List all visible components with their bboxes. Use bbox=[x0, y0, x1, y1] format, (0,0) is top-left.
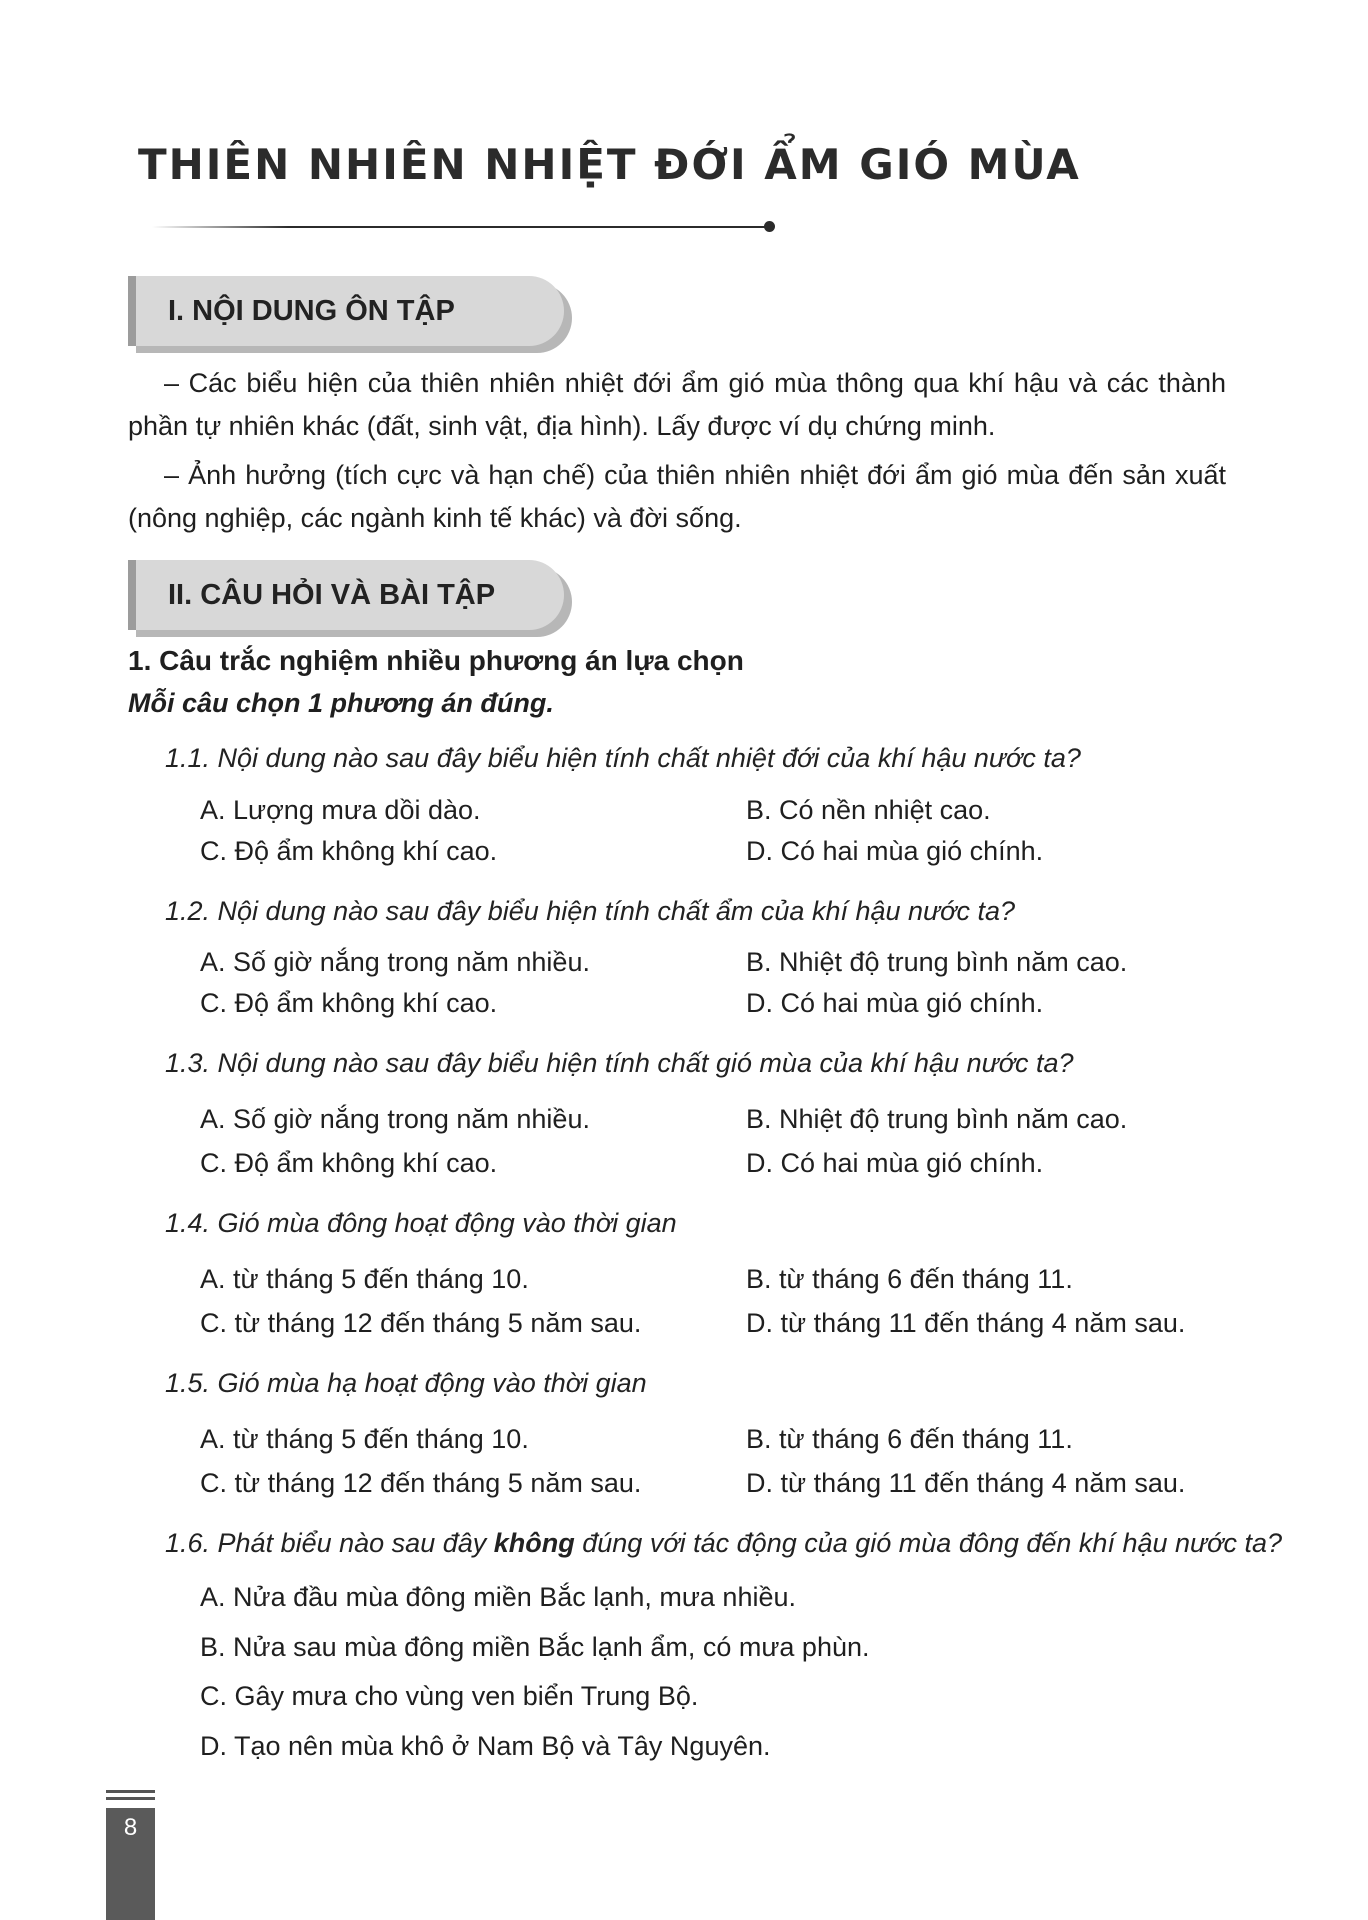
answer-option[interactable]: D. từ tháng 11 đến tháng 4 năm sau. bbox=[746, 1468, 1186, 1498]
subsection-heading: 1. Câu trắc nghiệm nhiều phương án lựa chọn bbox=[128, 645, 744, 676]
question-text: 1.1. Nội dung nào sau đây biểu hiện tính chất nhiệt đới của khí hậu nước ta? bbox=[165, 743, 1081, 773]
answer-option[interactable]: B. Nhiệt độ trung bình năm cao. bbox=[746, 947, 1128, 977]
instruction-text: Mỗi câu chọn 1 phương án đúng. bbox=[128, 688, 554, 718]
page-number-bar bbox=[106, 1808, 155, 1920]
answer-option[interactable]: B. Nửa sau mùa đông miền Bắc lạnh ẩm, có mưa phùn. bbox=[200, 1632, 870, 1662]
question-text: 1.3. Nội dung nào sau đây biểu hiện tính chất gió mùa của khí hậu nước ta? bbox=[165, 1048, 1074, 1078]
question-text bbox=[165, 1528, 1282, 1559]
section-heading-questions bbox=[128, 560, 564, 630]
section-heading-review bbox=[128, 276, 564, 346]
answer-option[interactable]: A. Số giờ nắng trong năm nhiều. bbox=[200, 947, 590, 977]
page-number: 8 bbox=[123, 1814, 138, 1841]
question-text: 1.4. Gió mùa đông hoạt động vào thời gian bbox=[165, 1208, 677, 1238]
question-text-part: 1.6. Phát biểu nào sau đây bbox=[165, 1528, 494, 1558]
answer-option[interactable]: B. Có nền nhiệt cao. bbox=[746, 795, 991, 825]
section-heading-label: I. NỘI DUNG ÔN TẬP bbox=[168, 294, 455, 327]
answer-option[interactable]: C. từ tháng 12 đến tháng 5 năm sau. bbox=[200, 1308, 642, 1338]
answer-option[interactable]: D. Tạo nên mùa khô ở Nam Bộ và Tây Nguyên. bbox=[200, 1731, 771, 1761]
question-text-part: đúng với tác động của gió mùa đông đến khí hậu nước ta? bbox=[574, 1528, 1282, 1558]
answer-option[interactable]: A. từ tháng 5 đến tháng 10. bbox=[200, 1264, 529, 1294]
answer-option[interactable]: C. từ tháng 12 đến tháng 5 năm sau. bbox=[200, 1468, 642, 1498]
answer-option[interactable]: D. Có hai mùa gió chính. bbox=[746, 836, 1044, 866]
answer-option[interactable]: B. từ tháng 6 đến tháng 11. bbox=[746, 1264, 1073, 1294]
answer-option[interactable]: A. Số giờ nắng trong năm nhiều. bbox=[200, 1104, 590, 1134]
answer-option[interactable]: C. Gây mưa cho vùng ven biển Trung Bộ. bbox=[200, 1681, 699, 1711]
answer-option[interactable]: C. Độ ẩm không khí cao. bbox=[200, 988, 498, 1018]
answer-option[interactable]: D. Có hai mùa gió chính. bbox=[746, 988, 1044, 1018]
answer-option[interactable]: B. Nhiệt độ trung bình năm cao. bbox=[746, 1104, 1128, 1134]
page-title: THIÊN NHIÊN NHIỆT ĐỚI ẨM GIÓ MÙA bbox=[138, 140, 1081, 189]
question-text: 1.2. Nội dung nào sau đây biểu hiện tính chất ẩm của khí hậu nước ta? bbox=[165, 896, 1015, 926]
answer-option[interactable]: A. Nửa đầu mùa đông miền Bắc lạnh, mưa nhiều. bbox=[200, 1582, 796, 1612]
review-paragraph: – Các biểu hiện của thiên nhiên nhiệt đới ẩm gió mùa thông qua khí hậu và các thành phần tự nhiên khác (đất, sinh vật, địa hình). Lấy được ví dụ chứng minh. bbox=[128, 368, 1226, 441]
footer-decoration bbox=[106, 1790, 155, 1804]
answer-option[interactable]: A. Lượng mưa dồi dào. bbox=[200, 795, 481, 825]
answer-option[interactable]: C. Độ ẩm không khí cao. bbox=[200, 836, 498, 866]
question-text: 1.5. Gió mùa hạ hoạt động vào thời gian bbox=[165, 1368, 647, 1398]
review-paragraph: – Ảnh hưởng (tích cực và hạn chế) của thiên nhiên nhiệt đới ẩm gió mùa đến sản xuất (nông nghiệp, các ngành kinh tế khác) và đời sống. bbox=[128, 460, 1226, 533]
answer-option[interactable]: C. Độ ẩm không khí cao. bbox=[200, 1148, 498, 1178]
answer-option[interactable]: A. từ tháng 5 đến tháng 10. bbox=[200, 1424, 529, 1454]
emphasis-word: không bbox=[493, 1528, 575, 1558]
section-heading-label: II. CÂU HỎI VÀ BÀI TẬP bbox=[168, 578, 496, 611]
title-underline-dot bbox=[764, 221, 775, 232]
answer-option[interactable]: B. từ tháng 6 đến tháng 11. bbox=[746, 1424, 1073, 1454]
answer-option[interactable]: D. từ tháng 11 đến tháng 4 năm sau. bbox=[746, 1308, 1186, 1338]
title-underline bbox=[152, 226, 772, 228]
answer-option[interactable]: D. Có hai mùa gió chính. bbox=[746, 1148, 1044, 1178]
